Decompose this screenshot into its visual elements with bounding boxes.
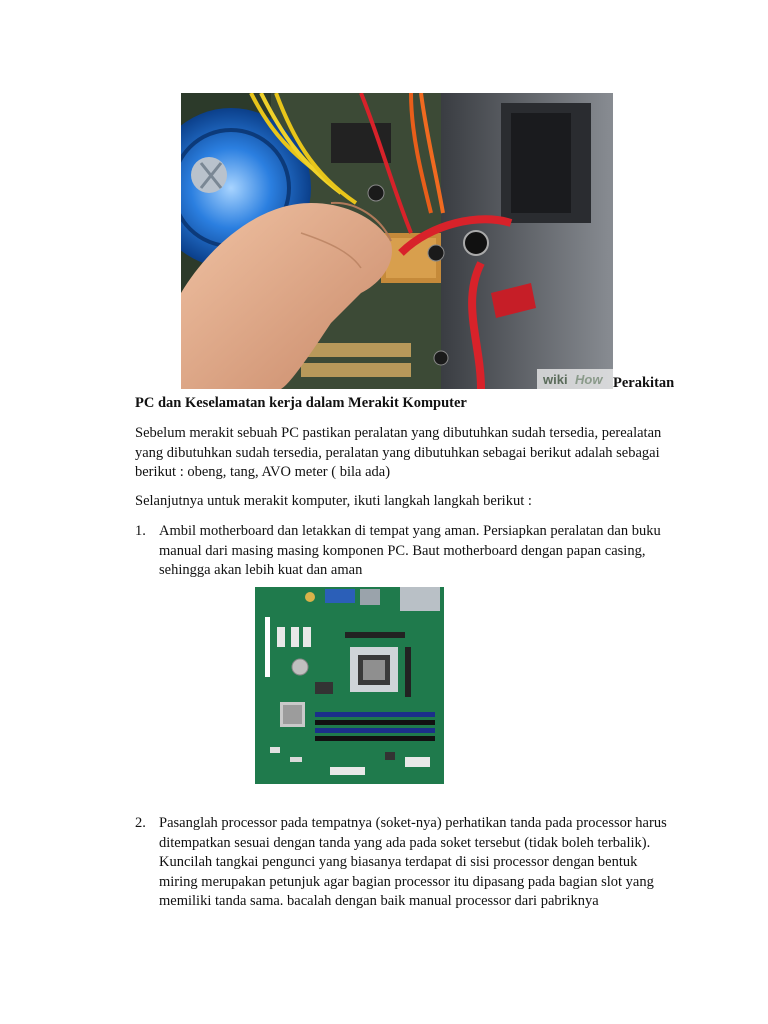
steps-intro-paragraph: Selanjutnya untuk merakit komputer, ikuti langkah langkah berikut : (135, 493, 532, 509)
intro-paragraph: Sebelum merakit sebuah PC pastikan peralatan yang dibutuhkan sudah tersedia, perealatan yang dibutuhkan sudah tersedia, peralatan yang dibutuhkan sebagai berikut adalah sebagai berikut : obeng, tang, AVO meter ( bila ada) (135, 425, 662, 480)
assembly-photo-illustration (181, 93, 613, 389)
list-number: 1. (135, 523, 146, 539)
heading-part-1: Perakitan (613, 375, 675, 391)
motherboard-illustration (255, 587, 444, 784)
list-text: Ambil motherboard dan letakkan di tempat yang aman. Persiapkan peralatan dan buku manual dari masing masing komponen PC. Baut motherboard dengan papan casing, sehingga akan lebih kuat dan aman (159, 523, 661, 578)
watermark-wiki: wiki (543, 372, 568, 387)
watermark-how: How (575, 372, 603, 387)
motherboard-photo (255, 587, 444, 784)
list-text: Pasanglah processor pada tempatnya (soket-nya) perhatikan tanda pada processor harus ditempatkan sesuai dengan tanda yang ada pada soket tersebut (tidak boleh terbalik). Kuncilah tangkai pengunci yang biasanya terdapat di sisi processor dengan bentuk miring merupakan petunjuk agar bagian processor itu dipasang pada bagian slot yang memiliki tanda sama. bacalah dengan baik manual processor dari pabriknya (159, 815, 667, 909)
list-number: 2. (135, 815, 146, 831)
heading-part-2: PC dan Keselamatan kerja dalam Merakit Komputer (135, 395, 467, 411)
assembly-photo (181, 93, 613, 389)
